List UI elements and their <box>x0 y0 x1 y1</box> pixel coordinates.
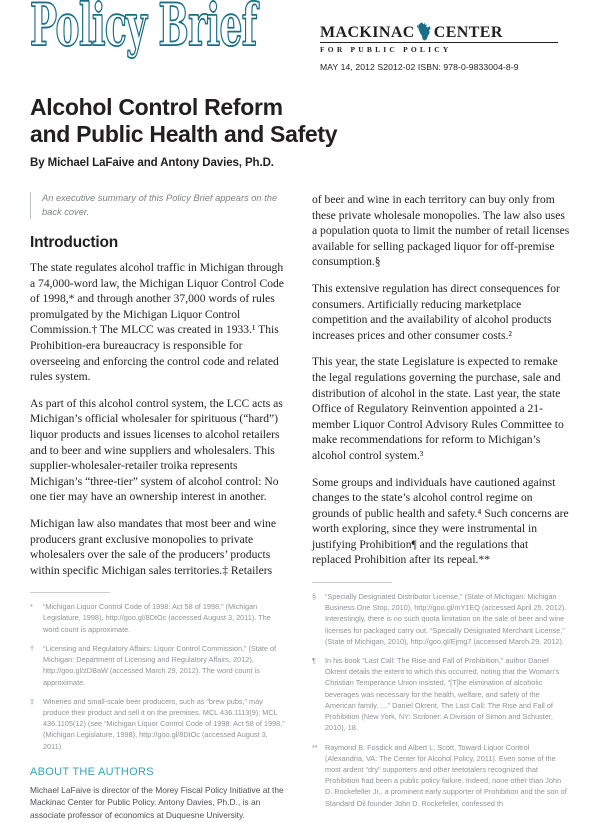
left-column <box>30 192 288 822</box>
publication-meta: MAY 14, 2012 S2012-02 ISBN: 978-0-9833004-8-9 <box>320 62 519 72</box>
executive-summary-note: An executive summary of this Policy Brief appears on the back cover. <box>30 192 288 219</box>
masthead <box>30 0 570 82</box>
footnote <box>312 591 570 647</box>
page-title-line1: Alcohol Control Reform <box>30 94 283 120</box>
paragraph: of beer and wine in each territory can buy only from these private wholesale monopolies. The law also uses a population quota to limit the number of retail licenses available for selling packaged liquor for off-premise consumption.§ <box>312 193 570 269</box>
footnote-mark: * <box>30 602 33 612</box>
brand-tagline: FOR PUBLIC POLICY <box>320 45 452 54</box>
footnote <box>312 742 570 809</box>
masthead-title: Policy Brief <box>30 0 257 59</box>
about-the-authors <box>30 766 288 822</box>
body-columns <box>30 192 570 822</box>
paragraph: This year, the state Legislature is expected to remake the legal regulations governing the purchase, sale and distribution of alcohol in the state. Last year, the state Office of Regulatory Reinvention appointed a 21-member Liquor Control Advisory Rules Committee to make recommendations for reform to Michigan’s alcohol control system.³ <box>312 355 564 462</box>
brand-word-mackinac: MACKINAC <box>320 24 415 41</box>
footnote <box>30 601 288 635</box>
paragraph: Some groups and individuals have cautioned against changes to the state’s alcohol control regime on grounds of public health and safety.⁴ Such concerns are worth exploring, since they were instrumental in justifying Prohibition¶ and the regulations that replaced Prohibition after its repeal.** <box>312 475 569 567</box>
right-column <box>312 192 570 822</box>
section-heading-introduction: Introduction <box>30 234 118 251</box>
footnote-text: Wineries and small-scale beer producers, such as “brew pubs,” may produce their product and sell it on the premises. MCL 436.1113(9); MCL 436.1105(12) (see “Michigan Liquor Control Code of 1998: Act 58 of 1998,” (Michigan Legislature, 1998), http://goo.gl/8DtOc (accessed August 3, 2011). <box>43 696 285 751</box>
footnote-divider <box>312 582 392 583</box>
paragraph: This extensive regulation has direct consequences for consumers. Artificially reducing marketplace competition and the availability of alcohol products increases prices and other consumer costs.² <box>312 281 560 342</box>
footnote <box>30 696 288 752</box>
footnote-mark: † <box>30 643 35 653</box>
about-heading: ABOUT THE AUTHORS <box>30 765 154 778</box>
paragraph: Michigan law also mandates that most beer and wine producers grant exclusive monopolies to private wholesalers over the sale of the producers’ products within specific Michigan sales territories.‡ Retailers <box>30 516 276 577</box>
footnote-mark: ** <box>312 742 318 752</box>
byline: By Michael LaFaive and Antony Davies, Ph.D. <box>30 157 274 169</box>
page-title-line2: and Public Health and Safety <box>30 121 338 147</box>
footnote <box>30 643 288 688</box>
footnote-text: “Michigan Liquor Control Code of 1998: Act 58 of 1998,” (Michigan Legislature, 1998), http://goo.gl/8DtOc (accessed August 3, 2011). The word count is approximate. <box>43 602 271 634</box>
footnote-mark: ¶ <box>312 656 316 666</box>
footnote-divider <box>30 592 110 593</box>
left-footnotes <box>30 592 288 751</box>
brand-wordmark <box>320 22 570 41</box>
brand-divider <box>320 42 558 43</box>
footnote-text: In his book “Last Call: The Rise and Fall of Prohibition,” author Daniel Okrent details the extent to which this occurred, noting that the Woman’s Christian Temperance Union insisted, “[T]he elimination of alcoholic beverages was necessary for the health, welfare, and safety of the American family. …” Daniel Okrent, The Last Call: The Rise and Fall of Prohibition (New York, NY: Scribner: A Division of Simon and Schuster, 2010), 18. <box>325 656 560 733</box>
paragraph: As part of this alcohol control system, the LCC acts as Michigan’s official wholesaler for spirituous (“hard”) liquor products and issues licenses to alcohol retailers and to beer and wine suppliers and wholesalers. This supplier-wholesaler-retailer troika represents Michigan’s “three-tier” system of alcohol control: No one tier may have an ownership interest in another. <box>30 396 283 504</box>
footnote-text: “Specially Designated Distributor License,” (State of Michigan: Michigan Business One Stop, 2010), http://goo.gl/mY1EQ (accessed April 25, 2012). Interestingly, there is no such quota limitation on the sale of beer and wine licenses for packaged carry out. “Specially Designated Merchant License,” (State of Michigan, 2010), http://goo.gl/Ejmg7 (accessed March 29, 2012). <box>325 592 567 646</box>
paragraph: The state regulates alcohol traffic in Michigan through a 74,000-word law, the Michigan Liquor Control Code of 1998,* and through another 37,000 words of rules promulgated by the Michigan Liquor Control Commission.† The MLCC was created in 1933.¹ This Prohibition-era bureaucracy is responsible for overseeing and enforcing the control code and related rules system. <box>30 261 284 384</box>
footnote <box>312 655 570 733</box>
about-text: Michael LaFaive is director of the Morey Fiscal Policy Initiative at the Mackinac Center for Public Policy. Antony Davies, Ph.D., is an associate professor of economics at Duquesne University. <box>30 784 284 820</box>
right-footnotes <box>312 582 570 809</box>
footnote-text: “Licensing and Regulatory Affairs: Liquor Control Commission,” (State of Michigan: Department of Licensing and Regulatory Affairs, 2012), http://goo.gl/zDBaW (accessed March 29, 2012). The word count is approximate. <box>43 643 277 687</box>
michigan-mitten-icon <box>416 22 433 41</box>
page-title <box>30 94 450 148</box>
footnote-mark: § <box>312 592 317 602</box>
footnote-mark: ‡ <box>30 696 35 706</box>
brand-word-center: CENTER <box>433 24 503 41</box>
mackinac-center-logo <box>320 22 570 72</box>
footnote-text: Raymond B. Fosdick and Albert L. Scott, Toward Liquor Control (Alexandria, VA: The Center for Alcohol Policy, 2011). Even some of the most ardent “dry” supporters and other teetotalers recognized that Prohibition had been a public policy failure. Indeed, none other than John D. Rockefeller Jr., a prominent early supporter of Prohibition and the son of Standard Oil founder John D. Rockefeller, confessed th <box>325 742 567 808</box>
